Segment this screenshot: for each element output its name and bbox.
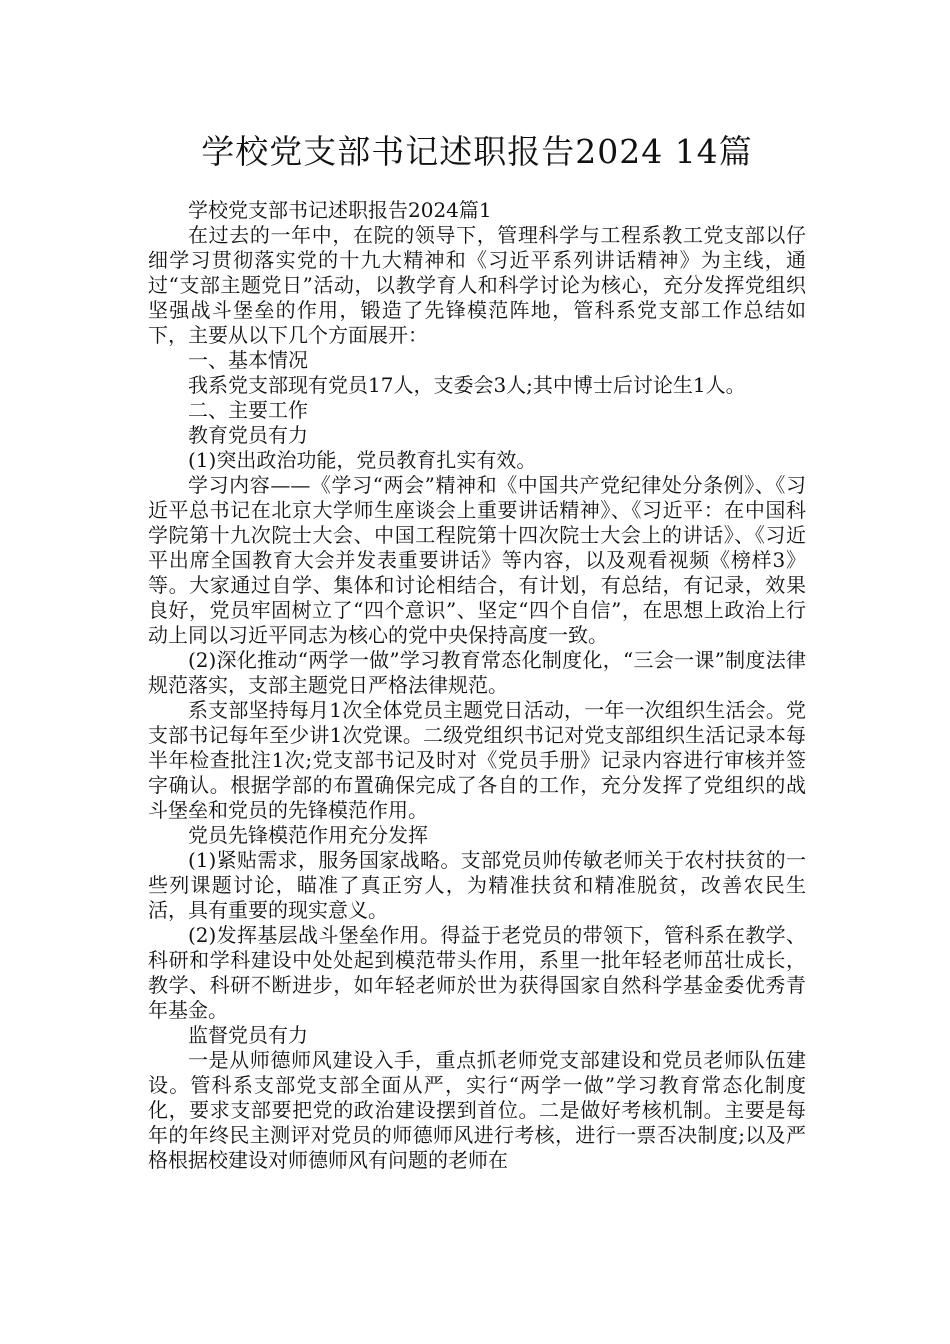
subheading-vanguard-role: 党员先锋模范作用充分发挥	[188, 823, 428, 847]
paragraph-ethics-construction: 一是从师德师风建设入手，重点抓老师党支部建设和党员老师队伍建设。管科系支部党支部全面从严，实行“两学一做”学习教育常态化制度化，要求支部要把党的政治建设摆到首位。二是做好考核机制。主要是每年的年终民主测评对党员的师德师风进行考核，进行一票否决制度;以及严格根据校建设对师德师风有问题的老师在	[148, 1048, 806, 1172]
section-heading-main-work: 二、主要工作	[188, 398, 308, 422]
section-heading-basic-situation: 一、基本情况	[188, 348, 308, 372]
subheading-supervision: 监督党员有力	[188, 1023, 308, 1047]
paragraph-membership: 我系党支部现有党员17人，支委会3人;其中博士后讨论生1人。	[188, 373, 746, 397]
report-subtitle: 学校党支部书记述职报告2024篇1	[188, 198, 492, 222]
paragraph-political-function: (1)突出政治功能，党员教育扎实有效。	[188, 448, 537, 472]
paragraph-monthly-activities: 系支部坚持每月1次全体党员主题党日活动，一年一次组织生活会。党支部书记每年至少讲1次党课。二级党组织书记对党支部组织生活记录本每半年检查批注1次;党支部书记及时对《党员手册》记录内容进行审核并签字确认。根据学部的布置确保完成了各自的工作，充分发挥了党组织的战斗堡垒和党员的先锋模范作用。	[148, 698, 806, 822]
paragraph-two-studies: (2)深化推动“两学一做”学习教育常态化制度化，“三会一课”制度法律规范落实，支部主题党日严格法律规范。	[148, 648, 806, 697]
document-title: 学校党支部书记述职报告2024 14篇	[201, 132, 753, 171]
subheading-education: 教育党员有力	[188, 423, 308, 447]
intro-paragraph: 在过去的一年中，在院的领导下，管理科学与工程系教工党支部以仔细学习贯彻落实党的十九大精神和《习近平系列讲话精神》为主线，通过“支部主题党日”活动，以教学育人和科学讨论为核心，充分发挥党组织坚强战斗堡垒的作用，锻造了先锋模范阵地，管科系党支部工作总结如下，主要从以下几个方面展开：	[148, 223, 806, 347]
document-body	[148, 198, 806, 1173]
paragraph-national-strategy: (1)紧贴需求，服务国家战略。支部党员帅传敏老师关于农村扶贫的一些列课题讨论，瞄准了真正穷人，为精准扶贫和精准脱贫，改善农民生活，具有重要的现实意义。	[148, 848, 806, 922]
paragraph-grassroots-role: (2)发挥基层战斗堡垒作用。得益于老党员的带领下，管科系在教学、科研和学科建设中处处起到模范带头作用，系里一批年轻老师茁壮成长，教学、科研不断进步，如年轻老师於世为获得国家自然科学基金委优秀青年基金。	[148, 923, 806, 1022]
paragraph-study-content: 学习内容——《学习“两会”精神和《中国共产党纪律处分条例》、《习近平总书记在北京大学师生座谈会上重要讲话精神》、《习近平：在中国科学院第十九次院士大会、中国工程院第十四次院士大会上的讲话》、《习近平出席全国教育大会并发表重要讲话》等内容，以及观看视频《榜样3》等。大家通过自学、集体和讨论相结合，有计划，有总结，有记录，效果良好，党员牢固树立了“四个意识”、坚定“四个自信”，在思想上政治上行动上同以习近平同志为核心的党中央保持高度一致。	[148, 473, 806, 647]
